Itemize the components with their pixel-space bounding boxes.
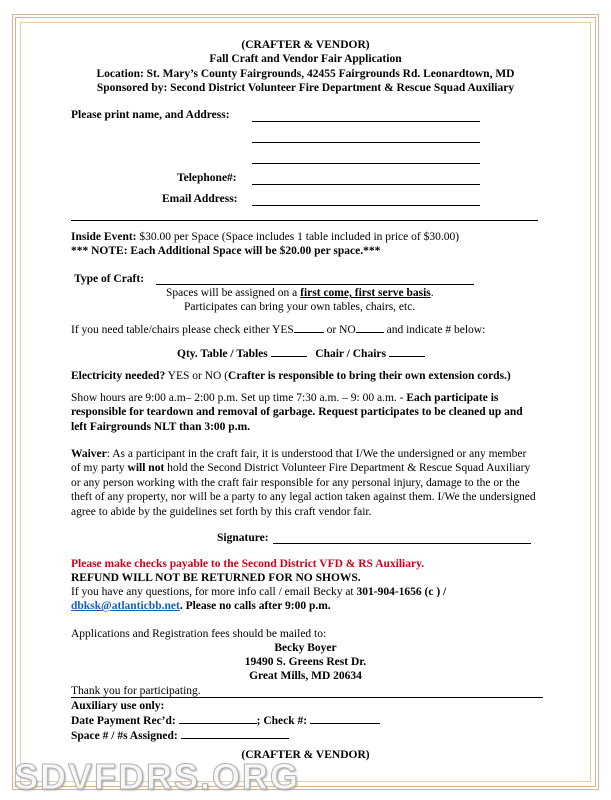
chair-line[interactable] <box>389 346 425 357</box>
electricity-question <box>71 369 511 383</box>
extension-cords-note: Crafter is responsible to bring their own extension cords.) <box>228 370 511 382</box>
section-divider <box>71 220 538 221</box>
waiver-paragraph <box>71 447 537 519</box>
teardown-note: Each participate is responsible for teardown and removal of garbage. Request participates to be cleaned up and left Fairgrounds NLT than 3:00 p.m. <box>71 392 523 433</box>
address-line-2[interactable] <box>252 163 480 164</box>
event-location: Location: St. Mary’s County Fairgrounds, 42455 Fairgrounds Rd. Leonardtown, MD <box>96 68 515 80</box>
form-subtitle: Fall Craft and Vendor Fair Application <box>209 53 402 65</box>
footer-title: (CRAFTER & VENDOR) <box>241 749 370 761</box>
event-sponsor: Sponsored by: Second District Volunteer Fire Department & Rescue Squad Auxiliary <box>96 82 515 94</box>
waiver-text-2: hold the Second District Volunteer Fire Department & Rescue Squad Auxiliary or any person working with the craft fair responsible for any personal injury, damage to the or the theft of any property, nor will be a party to any legal action taken against them. I/We the undersigned agree to abide by the guidelines set forth by this craft vendor fair. <box>71 462 536 518</box>
or-no-text: or NO <box>323 324 356 336</box>
date-payment-line[interactable] <box>179 713 257 724</box>
qty-table-label: Qty. Table / Tables <box>177 348 271 360</box>
own-tables-note: Participates can bring your own tables, chairs, etc. <box>184 301 416 313</box>
inside-event-text <box>71 230 459 244</box>
spaces-note-period: . <box>430 287 434 299</box>
name-line[interactable] <box>252 121 480 122</box>
space-assigned-line[interactable] <box>181 728 289 739</box>
contact-info <box>71 585 446 599</box>
checks-payable-note: Please make checks payable to the Second District VFD & RS Auxiliary. <box>71 558 425 570</box>
form-title: (CRAFTER & VENDOR) <box>241 39 370 51</box>
indicate-text: and indicate # below: <box>383 324 486 336</box>
will-not-emphasis: will not <box>127 462 165 475</box>
space-assigned-row <box>71 728 289 743</box>
name-address-label: Please print name, and Address: <box>71 109 230 121</box>
show-hours-paragraph <box>71 391 537 434</box>
mail-city: Great Mills, MD 20634 <box>249 670 362 682</box>
inside-event-price: $30.00 per Space (Space includes 1 table included in price of $30.00) <box>136 231 460 243</box>
date-payment-label: Date Payment Rec’d: <box>71 715 179 727</box>
show-hours-text: Show hours are 9:00 a.m– 2:00 p.m. Set up time 7:30 a.m. – 9: 00 a.m. - <box>71 392 407 404</box>
waiver-label: Waiver <box>71 448 107 460</box>
chair-label: Chair / Chairs <box>315 348 389 360</box>
electricity-options: YES or NO ( <box>165 370 229 382</box>
auxiliary-divider <box>71 697 543 698</box>
signature-line[interactable] <box>273 543 531 544</box>
spaces-note-text: Spaces will be assigned on a <box>166 287 301 299</box>
mailing-intro: Applications and Registration fees should be mailed to: <box>71 628 327 640</box>
yes-checkbox-line[interactable] <box>294 322 324 333</box>
qty-table-line[interactable] <box>271 346 307 357</box>
space-assigned-label: Space # / #s Assigned: <box>71 730 181 742</box>
questions-text: If you have any questions, for more info call / email Becky at <box>71 586 357 598</box>
inside-event-label: Inside Event: <box>71 231 137 243</box>
email-label: Email Address: <box>162 193 238 205</box>
craft-type-label: Type of Craft: <box>74 273 145 285</box>
spaces-assignment-note <box>166 286 434 300</box>
email-line[interactable] <box>252 205 480 206</box>
check-number-line[interactable] <box>310 713 380 724</box>
first-come-emphasis: first come, first serve basis <box>300 287 431 299</box>
telephone-line[interactable] <box>252 184 480 185</box>
contact-email-link[interactable]: dbksk@atlanticbb.net <box>71 600 180 612</box>
signature-label: Signature: <box>217 532 269 544</box>
table-chairs-question <box>71 322 485 337</box>
site-watermark: SDVFDRS.ORG <box>14 756 301 797</box>
no-calls-note: . Please no calls after 9:00 p.m. <box>179 600 331 612</box>
qty-row <box>177 346 425 361</box>
mail-street: 19490 S. Greens Rest Dr. <box>244 656 367 668</box>
contact-email-row <box>71 599 331 613</box>
check-number-label: ; Check #: <box>256 715 310 727</box>
refund-policy: REFUND WILL NOT BE RETURNED FOR NO SHOWS. <box>71 572 361 584</box>
address-line-1[interactable] <box>252 142 480 143</box>
table-question-text: If you need table/chairs please check either YES <box>71 324 294 336</box>
auxiliary-title: Auxiliary use only: <box>71 700 165 712</box>
electricity-label: Electricity needed? <box>71 370 166 382</box>
no-checkbox-line[interactable] <box>356 322 384 333</box>
telephone-label: Telephone#: <box>177 172 237 184</box>
additional-space-note: *** NOTE: Each Additional Space will be $20.00 per space.*** <box>71 245 381 257</box>
contact-phone: 301-904-1656 (c ) / <box>356 586 447 598</box>
waiver-text-1: : As a participant in the craft fair, it is understood that I/We the undersigned or any member of my party <box>71 448 527 475</box>
payment-received-row <box>71 713 380 728</box>
craft-type-line[interactable] <box>156 284 474 285</box>
thank-you: Thank you for participating. <box>71 685 201 697</box>
mail-recipient: Becky Boyer <box>274 642 337 654</box>
